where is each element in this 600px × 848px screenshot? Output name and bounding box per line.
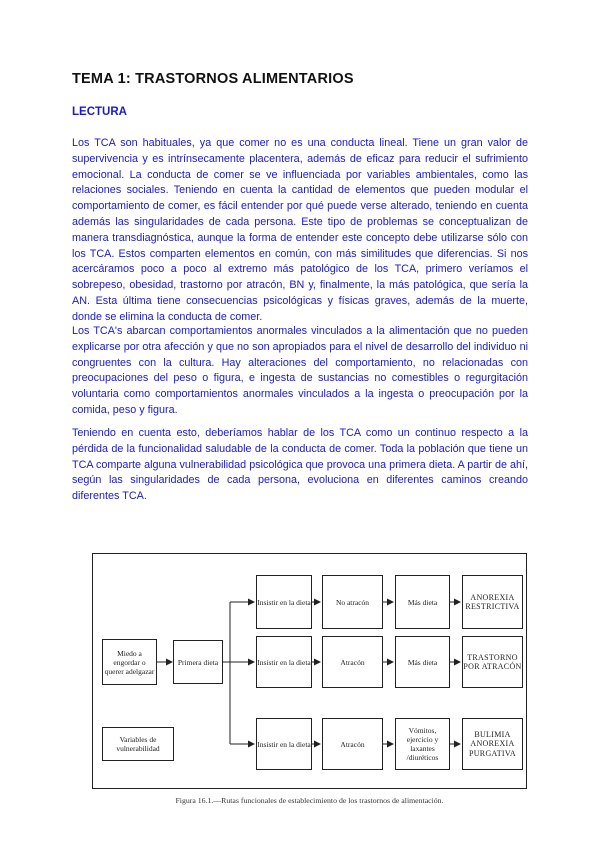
figure-caption: Figura 16.1.—Rutas funcionales de establecimiento de los trastornos de alimentación. <box>175 796 444 805</box>
box-row3-binge: Atracón <box>322 718 383 770</box>
section-heading: LECTURA <box>72 106 127 118</box>
box-first-diet: Primera dieta <box>173 640 223 684</box>
paragraph: Teniendo en cuenta esto, deberíamos hablar de los TCA como un continuo respecto a la pérdida de la funcionalidad saludable de la conducta de comer. Toda la población que tiene un TCA comparte alguna vulnerabilidad psicológica que provoca una primera dieta. A partir de ahí, según las singularidades de cada persona, evoluciona en diferentes caminos creando diferentes TCA. <box>72 427 528 503</box>
box-vulnerability-variables: Variables de vulnerabilidad <box>102 727 174 761</box>
box-row1-no-binge: No atracón <box>322 575 383 629</box>
box-row2-more-diet: Más dieta <box>395 636 450 688</box>
box-row3-purging: Vómitos, ejercicio y laxantes /diuréticos <box>395 718 450 770</box>
box-row3-insist-diet: Insistir en la dieta <box>256 718 312 770</box>
arrow-branch-top <box>223 602 230 662</box>
box-result-bulimia-purging-anorexia: BULIMIA ANOREXIA PURGATIVA <box>462 718 523 770</box>
flowchart-figure <box>92 553 527 789</box>
box-result-restrictive-anorexia: ANOREXIA RESTRICTIVA <box>462 575 523 629</box>
box-row2-binge: Atracón <box>322 636 383 688</box>
box-row1-insist-diet: Insistir en la dieta <box>256 575 312 629</box>
paragraph: Los TCA son habituales, ya que comer no es una conducta lineal. Tiene un gran valor de supervivencia y es intrínsecamente placentera, además de eficaz para reducir el sufrimiento emocional. La conducta de comer se ve influenciada por variables ambientales, como las relaciones sociales. Teniendo en cuenta la cantidad de elementos que pueden modular el comportamiento de comer, es fácil entender por qué puede verse alterado, teniendo en cuenta además las singularidades de cada persona. Este tipo de problemas se conceptualizan de manera transdiagnóstica, aunque la forma de entender este concepto debe utilizarse sólo con los TCA. Estos comparten elementos en común, con más similitudes que diferencias. Si nos acercáramos poco a poco al extremo más patológico de los TCA, primero veríamos el sobrepeso, obesidad, trastorno por atracón, BN y, finalmente, la más patológica, que sería la AN. Esta última tiene consecuencias psicológicas y físicas graves, además de la muerte, donde se elimina la conducta de comer. <box>72 137 528 323</box>
box-fear-of-gaining-weight: Miedo a engordar o querer adelgazar <box>102 639 157 685</box>
box-row2-insist-diet: Insistir en la dieta <box>256 636 312 688</box>
paragraph: Los TCA's abarcan comportamientos anormales vinculados a la alimentación que no pueden explicarse por otra afección y que no son apropiados para el nivel de desarrollo del individuo ni congruentes con la cultura. Hay alteraciones del comportamiento, no relacionadas con preocupaciones del peso o figura, e ingesta de sustancias no comestibles o regurgitación voluntaria como comportamientos anormales vinculados a la ingesta o preocupación por la comida, peso y figura. <box>72 325 528 416</box>
document-title: TEMA 1: TRASTORNOS ALIMENTARIOS <box>72 71 354 87</box>
box-row1-more-diet: Más dieta <box>395 575 450 629</box>
box-result-binge-eating-disorder: TRASTORNO POR ATRACÓN <box>462 636 523 688</box>
